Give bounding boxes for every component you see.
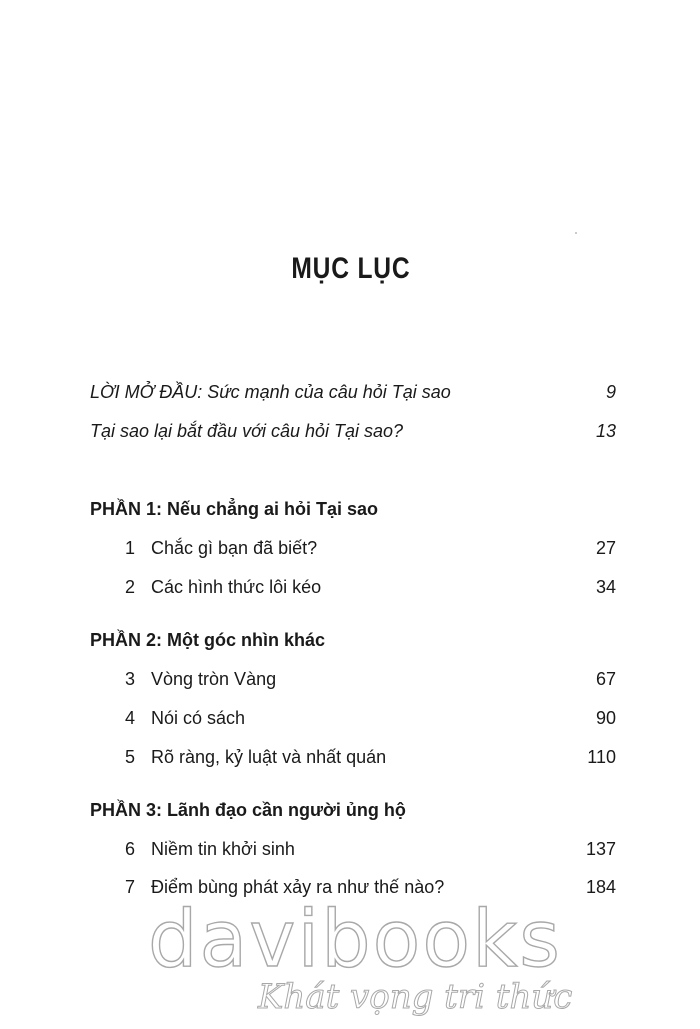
chapter-number: 1 <box>125 538 136 558</box>
page-title: MỤC LỤC <box>291 252 411 285</box>
toc-page-number: 13 <box>595 421 616 441</box>
chapter-label: Niềm tin khởi sinh <box>151 839 295 859</box>
toc-page-number: 90 <box>595 708 616 728</box>
toc-part-heading <box>0 795 700 825</box>
chapter-label: Các hình thức lôi kéo <box>151 577 322 597</box>
toc-entry-label: LỜI MỞ ĐẦU: Sức mạnh của câu hỏi Tại sao <box>90 382 451 402</box>
chapter-number: 7 <box>125 877 136 897</box>
chapter-label: Rõ ràng, kỷ luật và nhất quán <box>151 747 387 767</box>
chapter-number: 4 <box>125 708 136 728</box>
toc-chapter-row <box>0 664 700 694</box>
toc-page-number: 184 <box>585 877 616 897</box>
chapter-label: Điểm bùng phát xảy ra như thế nào? <box>151 877 445 897</box>
toc-chapter-row <box>0 742 700 772</box>
toc-chapter-row <box>0 533 700 563</box>
part-title: PHẦN 2: Một góc nhìn khác <box>90 630 326 650</box>
toc-chapter-row <box>0 834 700 864</box>
chapter-number: 6 <box>125 839 136 859</box>
part-title: PHẦN 3: Lãnh đạo cần người ủng hộ <box>90 800 406 820</box>
toc-intro-row <box>0 377 700 407</box>
chapter-number: 2 <box>125 577 136 597</box>
toc-entry-label: Tại sao lại bắt đầu với câu hỏi Tại sao? <box>90 421 404 441</box>
toc-page-number: 9 <box>605 382 616 402</box>
watermark-brand: davibooks <box>148 895 562 985</box>
toc-chapter-row <box>0 703 700 733</box>
chapter-label: Vòng tròn Vàng <box>151 669 277 689</box>
toc-page-number: 67 <box>595 669 616 689</box>
toc-part-heading <box>0 494 700 524</box>
chapter-label: Nói có sách <box>151 708 246 728</box>
dust-speck <box>575 232 577 234</box>
part-title: PHẦN 1: Nếu chẳng ai hỏi Tại sao <box>90 499 379 519</box>
toc-page-number: 110 <box>587 747 616 767</box>
chapter-label: Chắc gì bạn đã biết? <box>151 538 318 558</box>
chapter-number: 3 <box>125 669 136 689</box>
chapter-number: 5 <box>125 747 136 767</box>
watermark <box>148 895 573 1025</box>
toc-page-number: 137 <box>585 839 616 859</box>
toc-part-heading <box>0 625 700 655</box>
toc-page-number: 34 <box>595 577 616 597</box>
toc-intro-row <box>0 416 700 446</box>
toc-page-number: 27 <box>595 538 616 558</box>
watermark-slogan: Khát vọng tri thức <box>258 977 573 1017</box>
toc-chapter-row <box>0 572 700 602</box>
